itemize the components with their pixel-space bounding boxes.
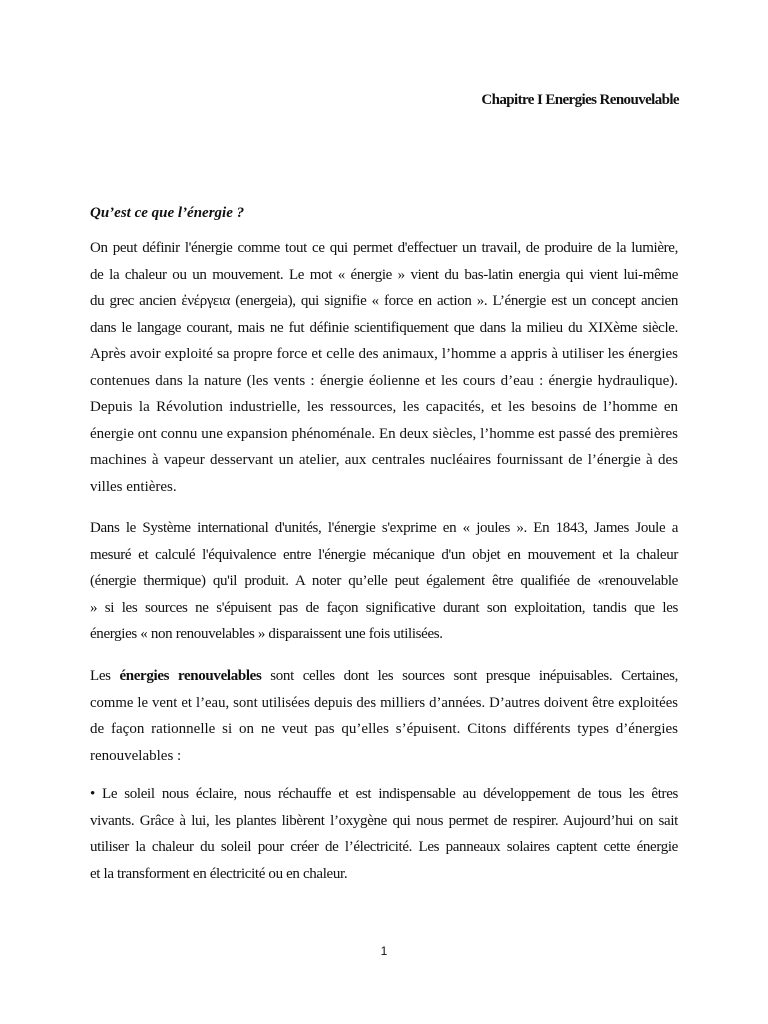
text-line: contenues dans la nature (les vents : énergie éolienne et les cours d’eau : énergie hydraulique). bbox=[90, 372, 678, 389]
text-line: • Le soleil nous éclaire, nous réchauffe et est indispensable au développement de tous les êtres bbox=[90, 786, 678, 802]
text-line: de la chaleur ou un mouvement. Le mot « énergie » vient du bas-latin energia qui vient lui-même bbox=[90, 266, 678, 283]
text-line: comme le vent et l’eau, sont utilisées depuis des milliers d’années. D’autres doivent être exploitées bbox=[90, 694, 678, 711]
text-line: machines à vapeur desservant un atelier, aux centrales nucléaires fournissant de l’énergie à des bbox=[90, 452, 678, 468]
paragraph-units bbox=[90, 515, 678, 648]
text-line: On peut définir l'énergie comme tout ce qui permet d'effectuer un travail, de produire de la lumière, bbox=[90, 240, 678, 256]
emphasis-term: énergies renouvelables bbox=[119, 668, 262, 684]
text-line: du grec ancien ἐνέργεια (energeia), qui signifie « force en action ». L’énergie est un concept ancien bbox=[90, 293, 678, 309]
text-line: (énergie thermique) qu'il produit. A noter qu’elle peut également être qualifiée de «renouvelable bbox=[90, 573, 678, 589]
text-line: énergie ont connu une expansion phénoménale. En deux siècles, l’homme est passé des premières bbox=[90, 425, 678, 442]
chapter-title: Chapitre I Energies Renouvelable bbox=[481, 92, 679, 108]
text-fragment: sont celles dont les sources sont presque inépuisables. Certaines, bbox=[261, 668, 678, 684]
text-line: et la transforment en électricité ou en chaleur. bbox=[90, 865, 348, 882]
paragraph-definition bbox=[90, 235, 678, 500]
text-line: villes entières. bbox=[90, 478, 177, 495]
text-line: énergies « non renouvelables » disparaissent une fois utilisées. bbox=[90, 626, 443, 642]
page-number: 1 bbox=[380, 944, 388, 958]
paragraph-renewables bbox=[90, 663, 678, 769]
text-line: Après avoir exploité sa propre force et celle des animaux, l’homme a appris à utiliser les énergies bbox=[90, 346, 678, 362]
paragraph-solar bbox=[90, 781, 678, 887]
section-heading: Qu’est ce que l’énergie ? bbox=[90, 205, 245, 221]
text-line: » si les sources ne s'épuisent pas de façon significative durant son exploitation, tandis que les bbox=[90, 599, 678, 616]
text-line: dans le langage courant, mais ne fut définie scientifiquement que dans la milieu du XIXème siècle. bbox=[90, 319, 678, 336]
text-line: renouvelables : bbox=[90, 747, 182, 764]
text-fragment: Les bbox=[90, 668, 120, 684]
text-line: Dans le Système international d'unités, l'énergie s'exprime en « joules ». En 1843, James Joule a bbox=[90, 520, 678, 536]
text-line: de façon rationnelle si on ne veut pas qu’elles s’épuisent. Citons différents types d’énergies bbox=[90, 721, 678, 737]
text-line: vivants. Grâce à lui, les plantes libèrent l’oxygène qui nous permet de respirer. Aujourd’hui on sait bbox=[90, 812, 678, 829]
text-line: utiliser la chaleur du soleil pour créer de l’électricité. Les panneaux solaires captent cette énergie bbox=[90, 839, 678, 855]
text-line: Depuis la Révolution industrielle, les ressources, les capacités, et les besoins de l’homme en bbox=[90, 399, 678, 415]
text-line: mesuré et calculé l'équivalence entre l'énergie mécanique d'un objet en mouvement et la chaleur bbox=[90, 546, 678, 563]
text-line bbox=[90, 663, 678, 690]
